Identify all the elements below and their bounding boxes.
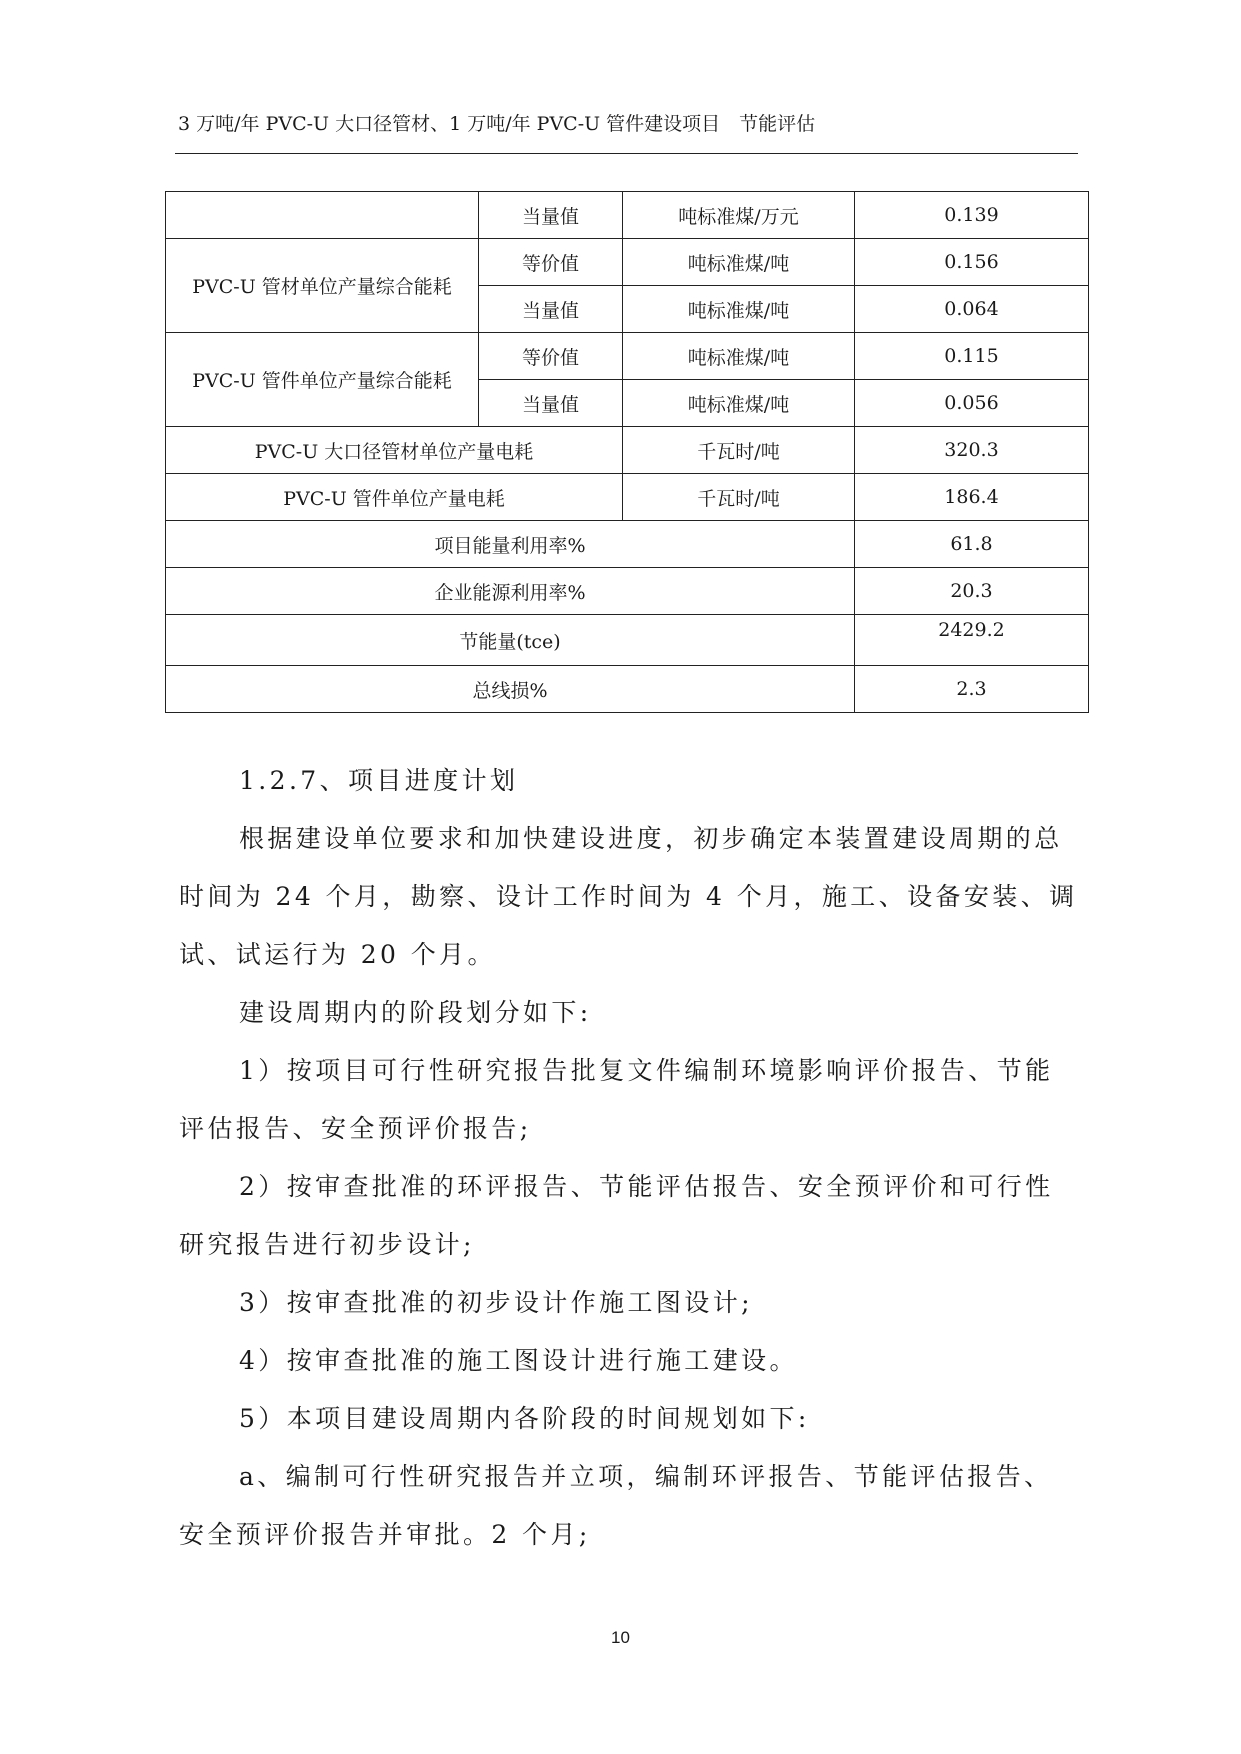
value: 2.3 — [855, 666, 1089, 713]
table-row — [166, 427, 1089, 474]
row-label: 节能量(tce) — [166, 615, 855, 666]
value: 61.8 — [855, 521, 1089, 568]
table-row — [166, 239, 1089, 286]
list-item: 1）按项目可行性研究报告批复文件编制环境影响评价报告、节能评估报告、安全预评价报告; — [179, 1056, 1054, 1143]
table-row — [166, 521, 1089, 568]
value: 186.4 — [855, 474, 1089, 521]
table-row — [166, 192, 1089, 239]
unit: 千瓦时/吨 — [623, 474, 855, 521]
value-type: 当量值 — [479, 192, 623, 239]
value-type: 等价值 — [479, 333, 623, 380]
unit: 吨标准煤/吨 — [623, 286, 855, 333]
row-label: PVC-U 管材单位产量综合能耗 — [166, 239, 479, 333]
table-row — [166, 333, 1089, 380]
row-label: PVC-U 管件单位产量综合能耗 — [166, 333, 479, 427]
row-label: PVC-U 大口径管材单位产量电耗 — [166, 427, 623, 474]
row-label — [166, 192, 479, 239]
paragraph: 建设周期内的阶段划分如下: — [239, 998, 592, 1027]
row-label: PVC-U 管件单位产量电耗 — [166, 474, 623, 521]
table-row — [166, 615, 1089, 666]
unit: 吨标准煤/吨 — [623, 333, 855, 380]
unit: 吨标准煤/吨 — [623, 239, 855, 286]
value-type: 当量值 — [479, 286, 623, 333]
body-text — [179, 752, 1079, 1564]
running-header: 3 万吨/年 PVC-U 大口径管材、1 万吨/年 PVC-U 管件建设项目 节能评估 — [178, 113, 816, 135]
row-label: 企业能源利用率% — [166, 568, 855, 615]
unit: 千瓦时/吨 — [623, 427, 855, 474]
table-row — [166, 666, 1089, 713]
row-label: 总线损% — [166, 666, 855, 713]
list-item: 4）按审查批准的施工图设计进行施工建设。 — [239, 1346, 798, 1375]
value: 0.139 — [855, 192, 1089, 239]
value: 2429.2 — [855, 615, 1089, 666]
list-item: a、编制可行性研究报告并立项，编制环评报告、节能评估报告、安全预评价报告并审批。2 个月; — [179, 1462, 1053, 1549]
value: 0.115 — [855, 333, 1089, 380]
value-type: 当量值 — [479, 380, 623, 427]
table-row — [166, 568, 1089, 615]
value: 0.056 — [855, 380, 1089, 427]
value-type: 等价值 — [479, 239, 623, 286]
value: 20.3 — [855, 568, 1089, 615]
section-heading: 1.2.7、项目进度计划 — [239, 766, 519, 795]
table-row — [166, 474, 1089, 521]
list-item: 5）本项目建设周期内各阶段的时间规划如下: — [239, 1404, 810, 1433]
unit: 吨标准煤/万元 — [623, 192, 855, 239]
energy-indicator-table — [165, 191, 1089, 713]
value: 0.064 — [855, 286, 1089, 333]
list-item: 3）按审查批准的初步设计作施工图设计; — [239, 1288, 753, 1317]
paragraph: 根据建设单位要求和加快建设进度，初步确定本装置建设周期的总时间为 24 个月，勘察、设计工作时间为 4 个月，施工、设备安装、调试、试运行为 20 个月。 — [179, 824, 1078, 969]
unit: 吨标准煤/吨 — [623, 380, 855, 427]
page-number: 10 — [611, 1628, 630, 1647]
value: 0.156 — [855, 239, 1089, 286]
value: 320.3 — [855, 427, 1089, 474]
row-label: 项目能量利用率% — [166, 521, 855, 568]
header-rule — [175, 153, 1078, 154]
list-item: 2）按审查批准的环评报告、节能评估报告、安全预评价和可行性研究报告进行初步设计; — [179, 1172, 1054, 1259]
